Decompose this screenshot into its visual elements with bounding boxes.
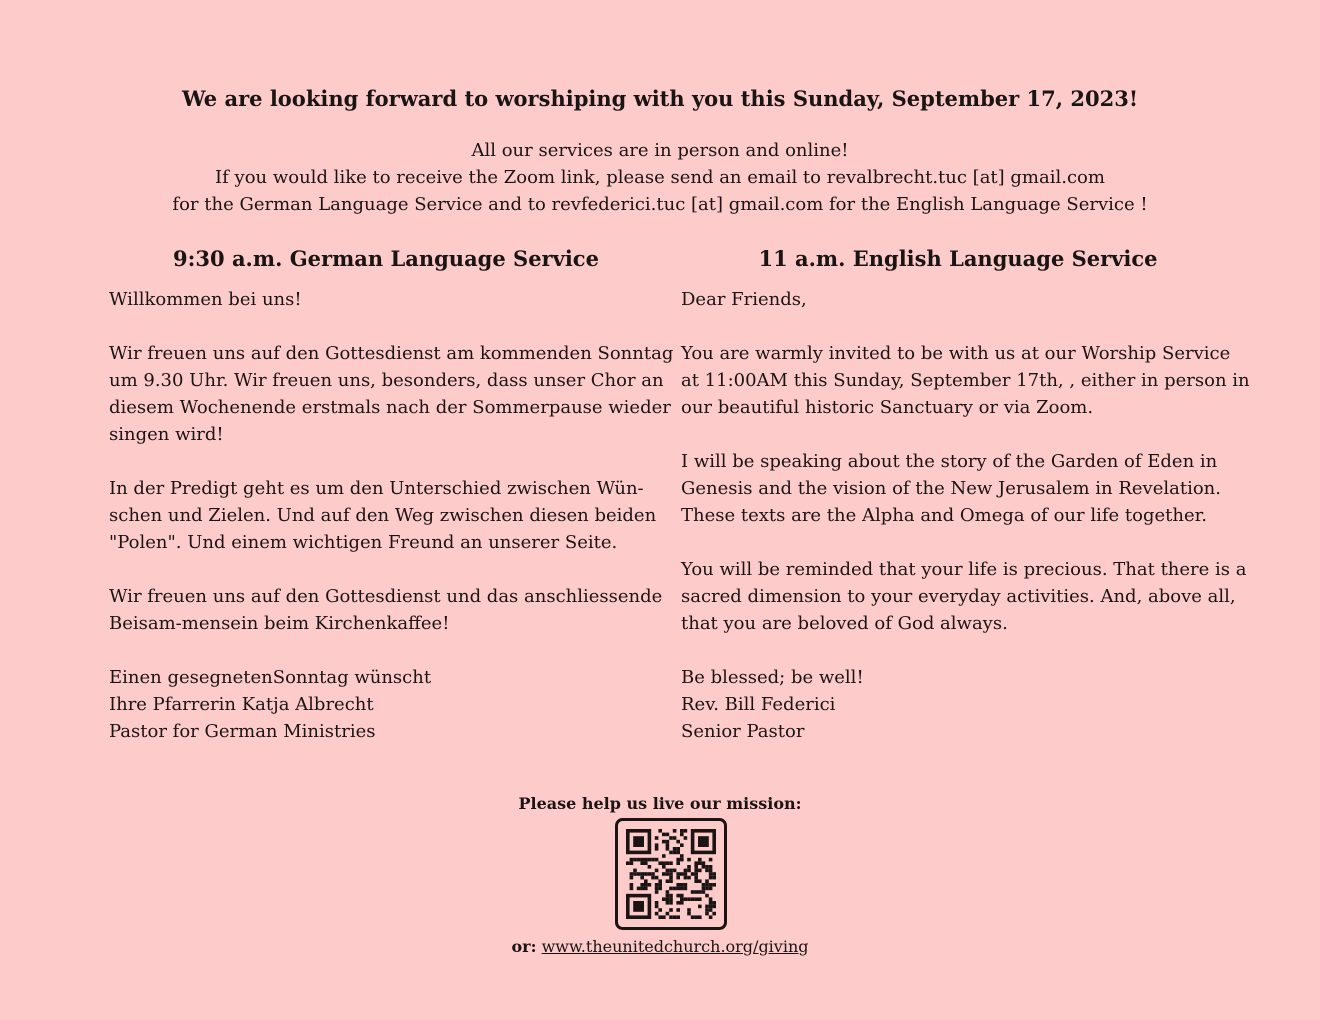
english-paragraph-2: I will be speaking about the story of the Garden of Eden in Genesis and the vision of the New Jerusalem in Revelation. These texts are the Alpha and Omega of our life together. <box>681 451 1221 526</box>
english-service-title: 11 a.m. English Language Service <box>758 246 1158 271</box>
german-paragraph-3: Wir freuen uns auf den Gottesdienst und das anschliessende Beisam-mensein beim Kirchenkaffee! <box>109 586 663 634</box>
german-signature: Einen gesegnetenSonntag wünscht Ihre Pfarrerin Katja Albrecht Pastor for German Ministries <box>109 667 432 742</box>
intro-line: for the German Language Service and to revfederici.tuc [at] gmail.com for the English Language Service ! <box>172 194 1148 215</box>
english-service-column <box>681 286 1250 745</box>
german-service-column <box>109 286 674 745</box>
giving-link[interactable]: www.theunitedchurch.org/giving <box>541 937 809 956</box>
german-service-title: 9:30 a.m. German Language Service <box>173 246 599 271</box>
page-headline: We are looking forward to worshiping with you this Sunday, September 17, 2023! <box>181 86 1139 111</box>
english-paragraph-1: You are warmly invited to be with us at our Worship Service at 11:00AM this Sunday, September 17th, , either in person in our beautiful historic Sanctuary or via Zoom. <box>681 343 1250 418</box>
giving-line <box>0 937 1320 956</box>
qr-code-icon[interactable] <box>615 818 727 930</box>
intro-block <box>0 137 1320 218</box>
qr-code-graphic <box>615 818 727 930</box>
german-paragraph-2: In der Predigt geht es um den Unterschied zwischen Wün- schen und Zielen. Und auf den Weg zwischen diesen beiden "Polen". Und einem wichtigen Freund an unserer Seite. <box>109 478 657 553</box>
mission-label: Please help us live our mission: <box>518 794 802 813</box>
german-greeting: Willkommen bei uns! <box>109 289 302 310</box>
intro-line: If you would like to receive the Zoom link, please send an email to revalbrecht.tuc [at] gmail.com <box>215 167 1105 188</box>
english-paragraph-3: You will be reminded that your life is precious. That there is a sacred dimension to your everyday activities. And, above all, that you are beloved of God always. <box>681 559 1247 634</box>
intro-line: All our services are in person and online! <box>471 140 849 161</box>
german-paragraph-1: Wir freuen uns auf den Gottesdienst am kommenden Sonntag um 9.30 Uhr. Wir freuen uns, besonders, dass unser Chor an diesem Wochenende erstmals nach der Sommerpause wieder singen wird! <box>109 343 674 445</box>
english-signature: Be blessed; be well! Rev. Bill Federici Senior Pastor <box>681 667 864 742</box>
giving-or-label: or: <box>511 937 537 956</box>
english-greeting: Dear Friends, <box>681 289 807 310</box>
